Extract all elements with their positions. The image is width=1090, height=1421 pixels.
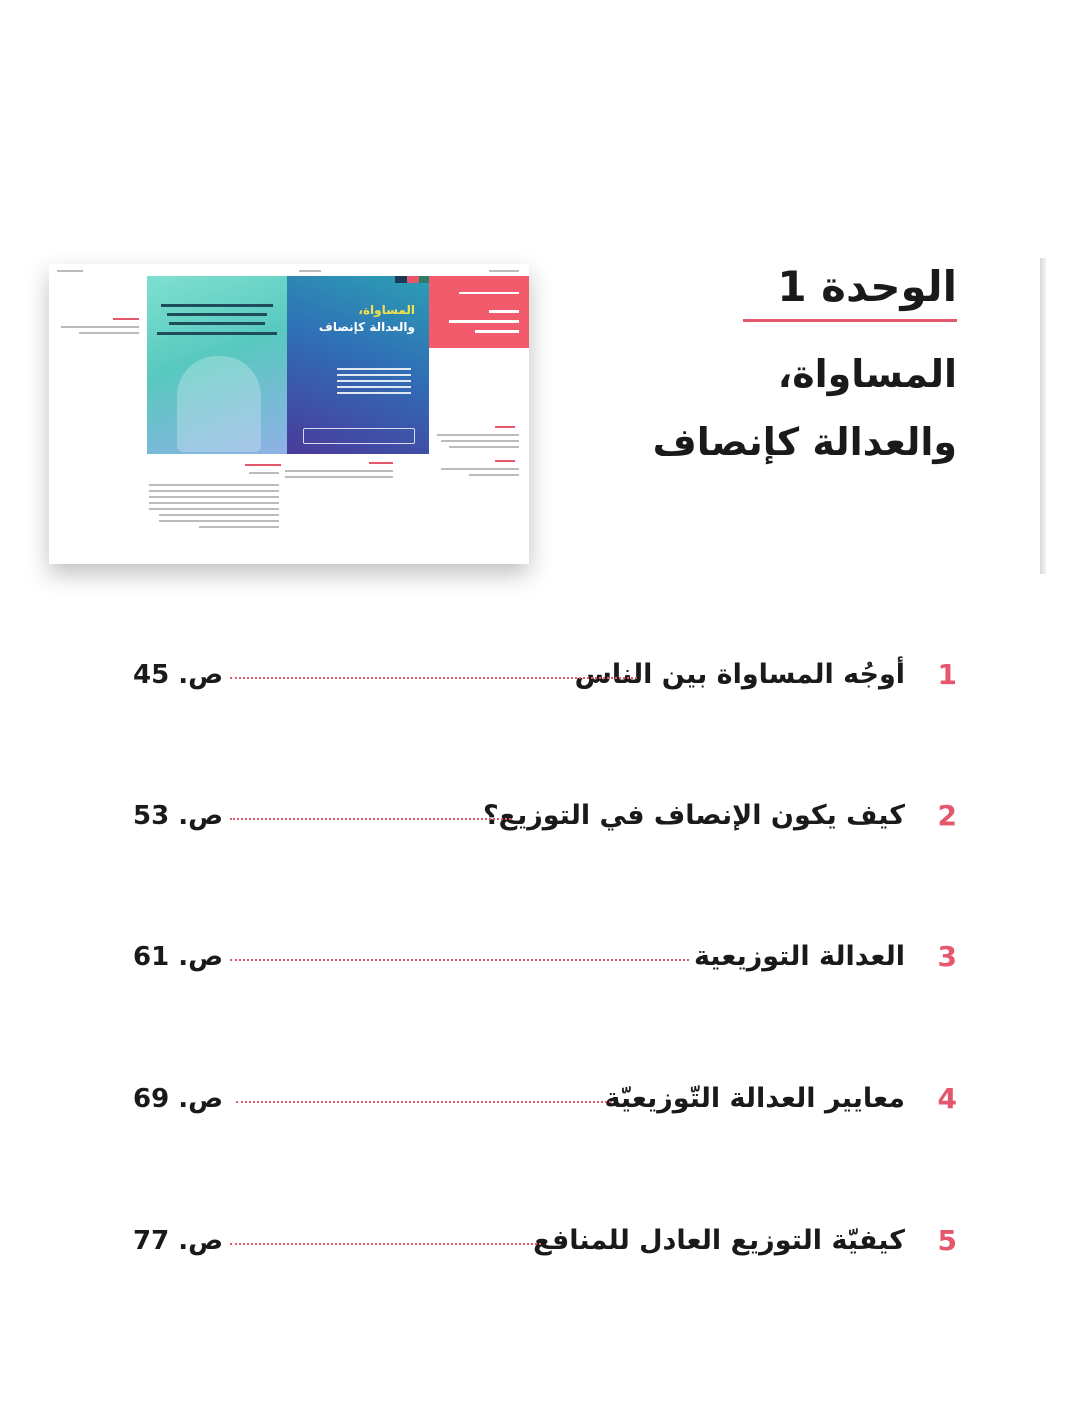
toc-item[interactable] (133, 1221, 957, 1261)
toc-item-page: ص. 45 (133, 660, 224, 690)
justice-statue-illustration (177, 356, 261, 452)
unit-label: الوحدة 1 (777, 262, 957, 311)
preview-unit-banner (429, 276, 529, 348)
toc-item-title: معايير العدالة التّوزيعيّة (604, 1083, 905, 1114)
preview-cover-title-line2: والعدالة كإنصاف (318, 320, 415, 334)
toc-leader-dots (230, 677, 637, 679)
preview-cover-title-line1: المساواة، (358, 303, 415, 317)
toc-item-number: 5 (937, 1224, 957, 1257)
toc-item-page: ص. 69 (133, 1084, 224, 1114)
unit-heading (577, 262, 957, 476)
toc-item[interactable] (133, 937, 957, 977)
toc-item-number: 3 (937, 940, 957, 973)
toc-item[interactable] (133, 796, 957, 836)
toc-item-number: 2 (937, 799, 957, 832)
toc-item-number: 4 (937, 1082, 957, 1115)
toc-leader-dots (230, 818, 511, 820)
toc-item-page: ص. 61 (133, 942, 224, 972)
page-edge-shadow (1040, 258, 1046, 574)
unit-underline (743, 319, 957, 322)
preview-cover-page (287, 276, 429, 454)
toc-item-number: 1 (937, 658, 957, 691)
toc-leader-dots (230, 1243, 541, 1245)
toc-item[interactable] (133, 1079, 957, 1119)
unit-title: المساواة، والعدالة كإنصاف (652, 352, 957, 464)
toc-item[interactable] (133, 655, 957, 695)
toc-item-title: كيف يكون الإنصاف في التوزيع؟ (482, 800, 905, 831)
toc-item-page: ص. 77 (133, 1226, 224, 1256)
toc-leader-dots (236, 1101, 611, 1103)
book-preview-image (49, 264, 529, 564)
toc-item-title: كيفيّة التوزيع العادل للمنافع (533, 1225, 905, 1256)
toc-leader-dots (230, 959, 689, 961)
toc-item-title: العدالة التوزيعية (693, 941, 905, 972)
toc-item-title: أوجُه المساواة بين الناس (574, 659, 905, 690)
toc-item-page: ص. 53 (133, 801, 224, 831)
preview-question-page (147, 276, 287, 454)
